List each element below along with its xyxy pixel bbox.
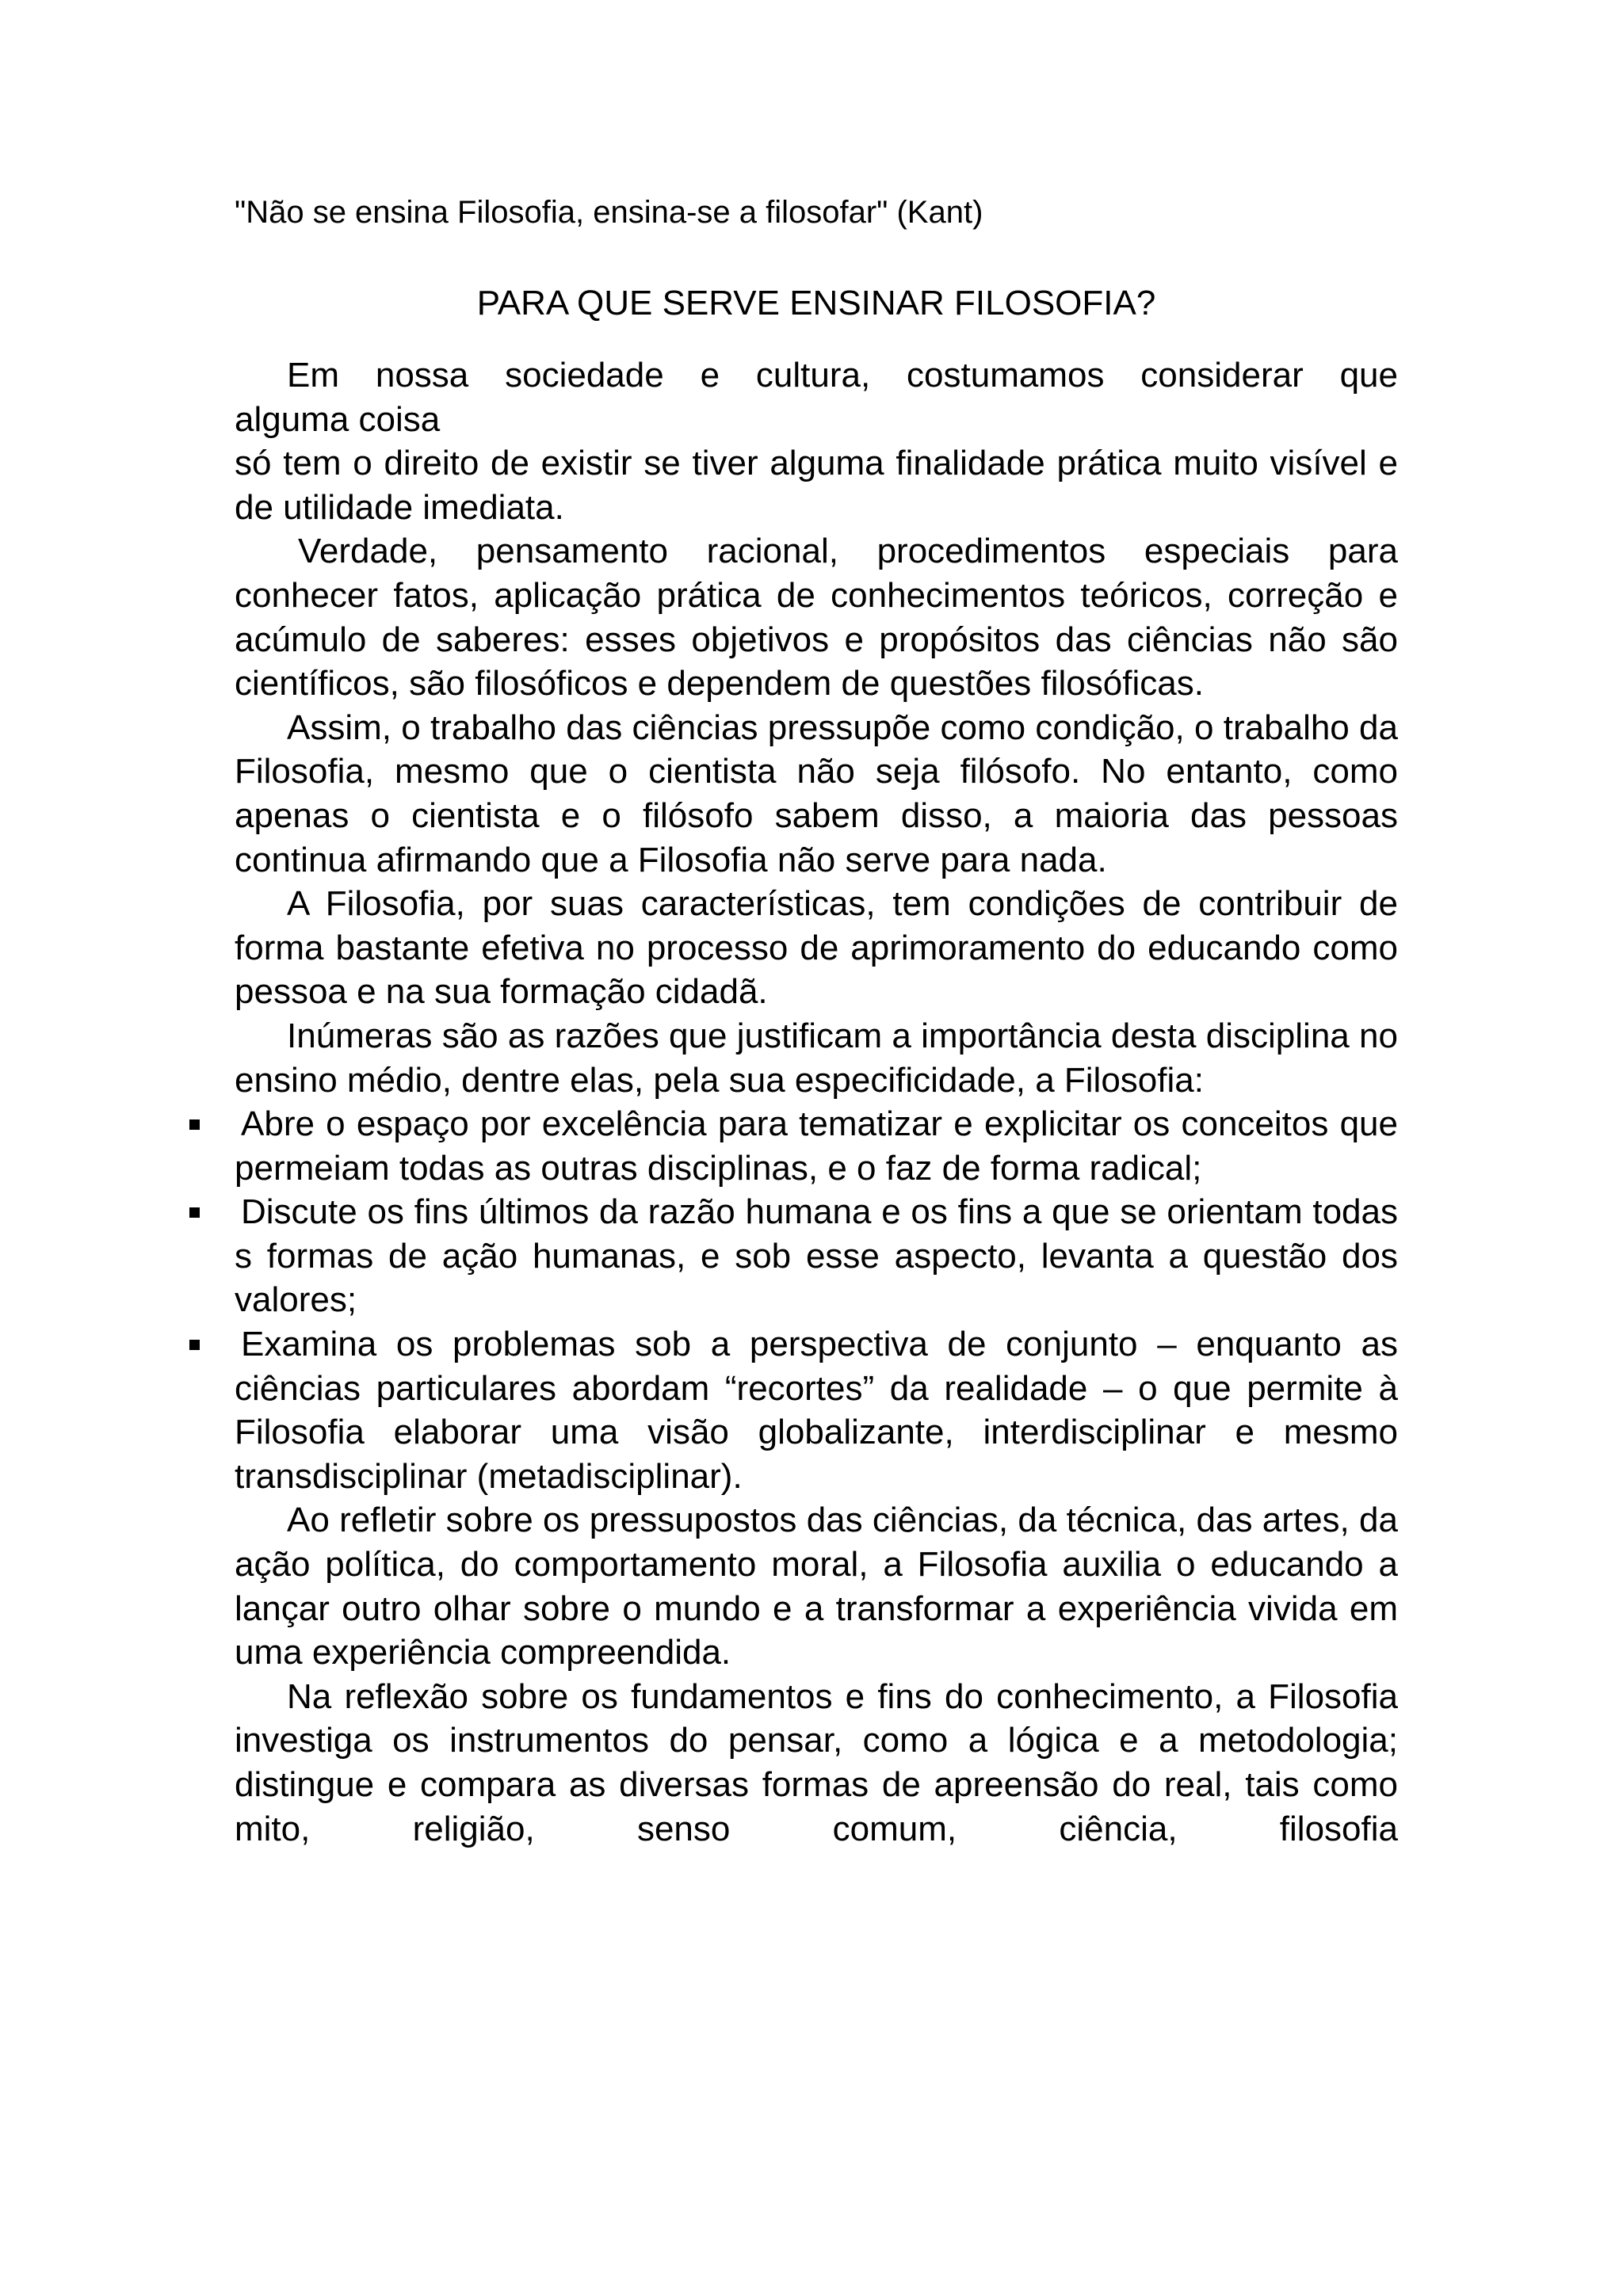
intro-line-2: alguma coisa [235, 399, 441, 439]
paragraph-reasons: Inúmeras são as razões que justificam a importância desta disciplina no ensino médio, dentre elas, pela sua especificidade, a Filosofia: [235, 1016, 1398, 1100]
list-item [235, 1190, 1398, 1322]
document-title: PARA QUE SERVE ENSINAR FILOSOFIA? [476, 284, 1156, 322]
paragraph-reflection: Ao refletir sobre os pressupostos das ciências, da técnica, das artes, da ação política, do comportamento moral, a Filosofia auxilia o educando a lançar outro olhar sobre o mundo e a transformar a experiência vivida em uma experiência compreendida. [235, 1501, 1398, 1672]
list-item [235, 1322, 1398, 1498]
paragraph-sciences: Assim, o trabalho das ciências pressupõe como condição, o trabalho da Filosofia, mesmo que o cientista não seja filósofo. No entanto, como apenas o cientista e o filósofo sabem disso, a maioria das pessoas continua afirmando que a Filosofia não serve para nada. [235, 707, 1398, 879]
document-page [235, 190, 1398, 1851]
epigraph-quote: "Não se ensina Filosofia, ensina-se a filosofar" (Kant) [235, 195, 983, 230]
reasons-list [235, 1102, 1398, 1498]
paragraph-truth: Verdade, pensamento racional, procedimentos especiais para conhecer fatos, aplicação prática de conhecimentos teóricos, correção e acúmulo de saberes: esses objetivos e propósitos das ciências não são científicos, são filosóficos e dependem de questões filosóficas. [235, 532, 1398, 704]
list-item-text: Abre o espaço por excelência para tematizar e explicitar os conceitos que permeiam todas as outras disciplinas, e o faz de forma radical; [235, 1104, 1398, 1188]
square-bullet-icon [189, 1340, 200, 1350]
square-bullet-icon [189, 1119, 200, 1130]
intro-line-1: Em nossa sociedade e cultura, costumamos considerar que [287, 356, 1398, 395]
list-item-text: Discute os fins últimos da razão humana e os fins a que se orientam todas s formas de ação humanas, e sob esse aspecto, levanta a questão dos valores; [235, 1192, 1398, 1320]
list-item-text: Examina os problemas sob a perspectiva de conjunto – enquanto as ciências particulares abordam “recortes” da realidade – o que permite à Filosofia elaborar uma visão globalizante, interdisciplinar e mesmo transdisciplinar (metadisciplinar). [235, 1325, 1398, 1496]
square-bullet-icon [189, 1207, 200, 1218]
paragraph-characteristics: A Filosofia, por suas características, tem condições de contribuir de forma bastante efetiva no processo de aprimoramento do educando como pessoa e na sua formação cidadã. [235, 884, 1398, 1012]
intro-rest: só tem o direito de existir se tiver alguma finalidade prática muito visível e de utilidade imediata. [235, 444, 1398, 527]
list-item [235, 1102, 1398, 1190]
paragraph-foundations: Na reflexão sobre os fundamentos e fins do conhecimento, a Filosofia investiga os instrumentos do pensar, como a lógica e a metodologia; distingue e compara as diversas formas de apreensão do real, tais como mito, religião, senso comum, ciência, filosofia [235, 1676, 1398, 1848]
intro-paragraph [235, 353, 1398, 529]
